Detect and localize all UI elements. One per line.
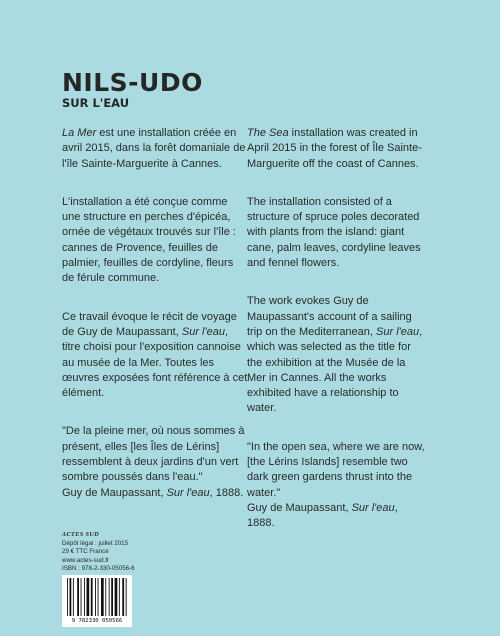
english-paragraph-2: The installation consisted of a structure of spruce poles decorated with plants from the island: giant cane, palm leaves, cordyline leaves and fennel flowers.	[247, 195, 421, 270]
book-title: NILS-UDO	[62, 68, 203, 97]
website: www.actes-sud.fr	[62, 556, 110, 564]
publisher-name: ACTES SUD	[62, 531, 100, 538]
publisher-imprint	[62, 531, 135, 574]
french-paragraph-2: L'installation a été conçue comme une structure en perches d'épicéa, ornée de végétaux trouvés sur l'île : cannes de Provence, feuilles de palmier, feuilles de cordyline, fleurs de férule commune.	[62, 195, 236, 285]
french-paragraph-3: Ce travail évoque le récit de voyage de Guy de Maupassant, Sur l'eau, titre choisi pour l'exposition cannoise au musée de la Mer. Toutes les œuvres exposées font référence à cet élément.	[62, 310, 248, 400]
barcode	[62, 575, 132, 627]
english-paragraph-3: The work evokes Guy de Maupassant's account of a sailing trip on the Mediterranean, Sur l'eau, which was selected as the title for the exhibition at the Musée de la Mer in Cannes. All the works exhibited have a relationship to water.	[247, 295, 423, 415]
french-quote: "De la pleine mer, où nous sommes à présent, elles [les Îles de Lérins] ressemblent à deux jardins d'un vert sombre poussés dans l'eau." Guy de Maupassant, Sur l'eau, 1888.	[62, 425, 245, 499]
french-column	[62, 126, 248, 524]
french-paragraph-1: La Mer est une installation créée en avril 2015, dans la forêt domaniale de l'île Sainte-Marguerite à Cannes.	[62, 127, 246, 170]
book-subtitle: SUR L'EAU	[62, 96, 130, 110]
english-quote: "In the open sea, where we are now, [the Lérins Islands] resemble two dark green gardens thrust into the water." Guy de Maupassant, Sur l'eau, 1888.	[247, 440, 425, 530]
isbn: ISBN : 978-2-330-05056-6	[62, 565, 135, 573]
price: 29 € TTC France	[62, 548, 109, 556]
english-column	[247, 126, 427, 555]
barcode-number: 9 782330 050566	[71, 618, 123, 624]
english-paragraph-1: The Sea installation was created in April 2015 in the forest of Île Sainte-Marguerite off the coast of Cannes.	[247, 127, 422, 170]
barcode-bars	[62, 575, 132, 619]
legal-deposit: Dépôt légal : juillet 2015	[62, 539, 129, 547]
